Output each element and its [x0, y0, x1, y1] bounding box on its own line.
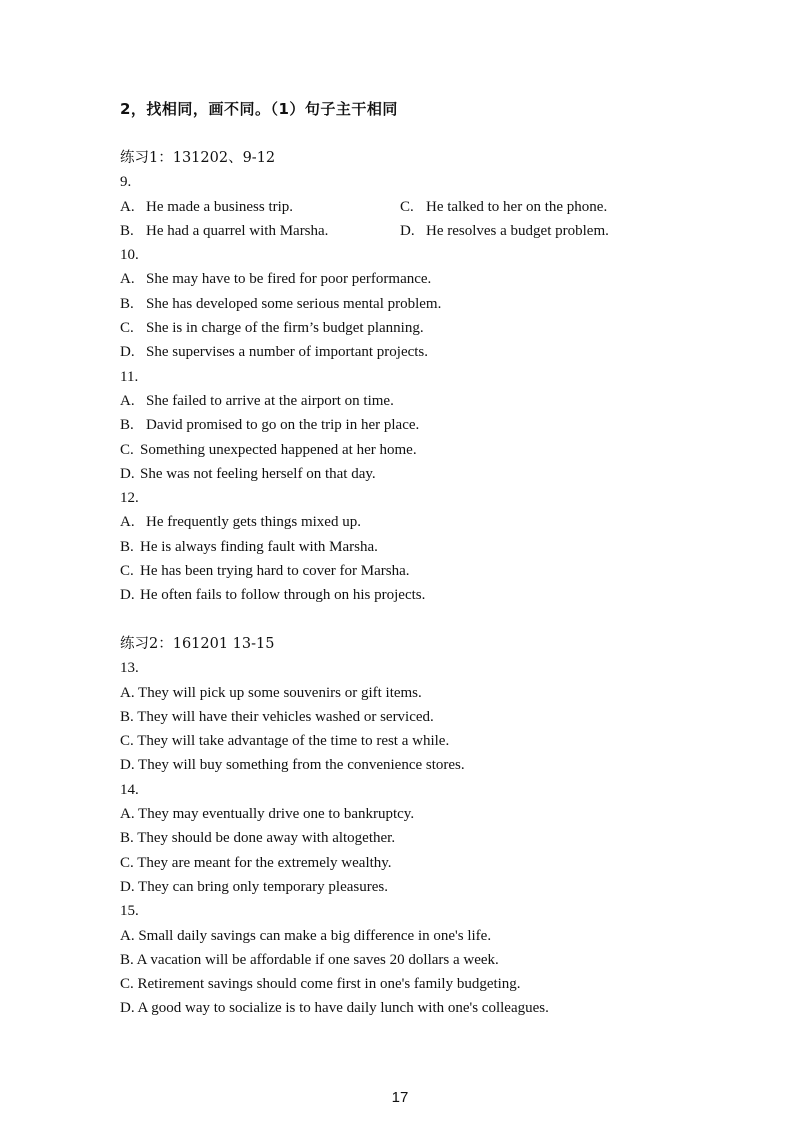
option-letter: A.	[120, 392, 135, 409]
question-9-option-d	[400, 219, 680, 243]
option-text: She supervises a number of important projects.	[146, 344, 429, 361]
option-letter: A.	[120, 514, 135, 531]
question-9-row-1	[120, 195, 680, 219]
question-15-option-d: D. A good way to socialize is to have daily lunch with one's colleagues.	[120, 1000, 549, 1017]
question-12-option-a	[120, 510, 680, 534]
question-11-option-c	[120, 438, 680, 462]
option-letter: C.	[120, 441, 134, 458]
option-text: He has been trying hard to cover for Marsha.	[140, 563, 410, 580]
option-text: Something unexpected happened at her home.	[140, 441, 417, 458]
option-text: She has developed some serious mental problem.	[146, 295, 442, 312]
question-12-number: 12.	[120, 490, 139, 507]
question-9-option-a	[120, 195, 400, 219]
option-text: He resolves a budget problem.	[426, 222, 609, 239]
option-text: He often fails to follow through on his projects.	[140, 587, 426, 604]
question-15-option-b: B. A vacation will be affordable if one saves 20 dollars a week.	[120, 951, 499, 968]
question-12-option-b	[120, 535, 680, 559]
option-text: She may have to be fired for poor performance.	[146, 271, 432, 288]
option-letter: C.	[400, 198, 414, 215]
question-10-option-d	[120, 340, 680, 364]
section-heading: 2，找相同，画不同。（1）句子主干相同	[120, 100, 398, 118]
question-12-option-d	[120, 583, 680, 607]
question-15-option-c: C. Retirement savings should come first in one's family budgeting.	[120, 976, 521, 993]
section-spacer	[120, 608, 680, 632]
option-letter: C.	[120, 563, 134, 580]
question-15-number: 15.	[120, 903, 139, 920]
option-text: He frequently gets things mixed up.	[146, 514, 361, 531]
question-10-option-b	[120, 292, 680, 316]
question-14-number: 14.	[120, 781, 139, 798]
option-letter: B.	[120, 295, 134, 312]
exercise2-title: 练习2：161201 13-15	[120, 635, 275, 652]
option-text: He talked to her on the phone.	[426, 198, 608, 215]
question-13-option-a: A. They will pick up some souvenirs or gift items.	[120, 684, 422, 701]
question-9-row-2	[120, 219, 680, 243]
question-12-option-c	[120, 559, 680, 583]
question-11-option-d	[120, 462, 680, 486]
option-letter: D.	[120, 344, 135, 361]
option-text: He is always finding fault with Marsha.	[140, 538, 378, 555]
page-number: 17	[391, 1089, 409, 1106]
question-11-option-a	[120, 389, 680, 413]
option-letter: D.	[400, 222, 415, 239]
exercise1-title: 练习1：131202、9-12	[120, 150, 276, 166]
option-letter: B.	[120, 538, 134, 555]
question-14-option-d: D. They can bring only temporary pleasures.	[120, 878, 388, 895]
option-text: She is in charge of the firm’s budget planning.	[146, 320, 424, 337]
option-letter: A.	[120, 198, 135, 215]
option-letter: D.	[120, 465, 135, 482]
question-10-option-c	[120, 316, 680, 340]
question-13-option-b: B. They will have their vehicles washed or serviced.	[120, 708, 434, 725]
question-13-option-d: D. They will buy something from the convenience stores.	[120, 757, 465, 774]
question-14-option-b: B. They should be done away with altogether.	[120, 830, 396, 847]
option-letter: C.	[120, 320, 134, 337]
question-9-option-c	[400, 195, 680, 219]
question-13-number: 13.	[120, 660, 139, 677]
option-letter: B.	[120, 222, 134, 239]
question-9-option-b	[120, 219, 400, 243]
option-text: He had a quarrel with Marsha.	[146, 222, 329, 239]
option-text: He made a business trip.	[146, 198, 294, 215]
question-14-option-a: A. They may eventually drive one to bankruptcy.	[120, 806, 415, 823]
option-text: She failed to arrive at the airport on time.	[146, 392, 394, 409]
question-10-option-a	[120, 267, 680, 291]
question-11-number: 11.	[120, 368, 139, 385]
question-15-option-a: A. Small daily savings can make a big difference in one's life.	[120, 927, 492, 944]
exercise-content	[120, 146, 680, 1021]
option-letter: D.	[120, 587, 135, 604]
option-text: She was not feeling herself on that day.	[140, 465, 376, 482]
option-letter: B.	[120, 417, 134, 434]
question-10-number: 10.	[120, 247, 139, 264]
option-text: David promised to go on the trip in her place.	[146, 417, 420, 434]
question-9-number: 9.	[120, 174, 132, 191]
question-13-option-c: C. They will take advantage of the time to rest a while.	[120, 733, 450, 750]
question-14-option-c: C. They are meant for the extremely wealthy.	[120, 854, 392, 871]
question-11-option-b	[120, 413, 680, 437]
option-letter: A.	[120, 271, 135, 288]
